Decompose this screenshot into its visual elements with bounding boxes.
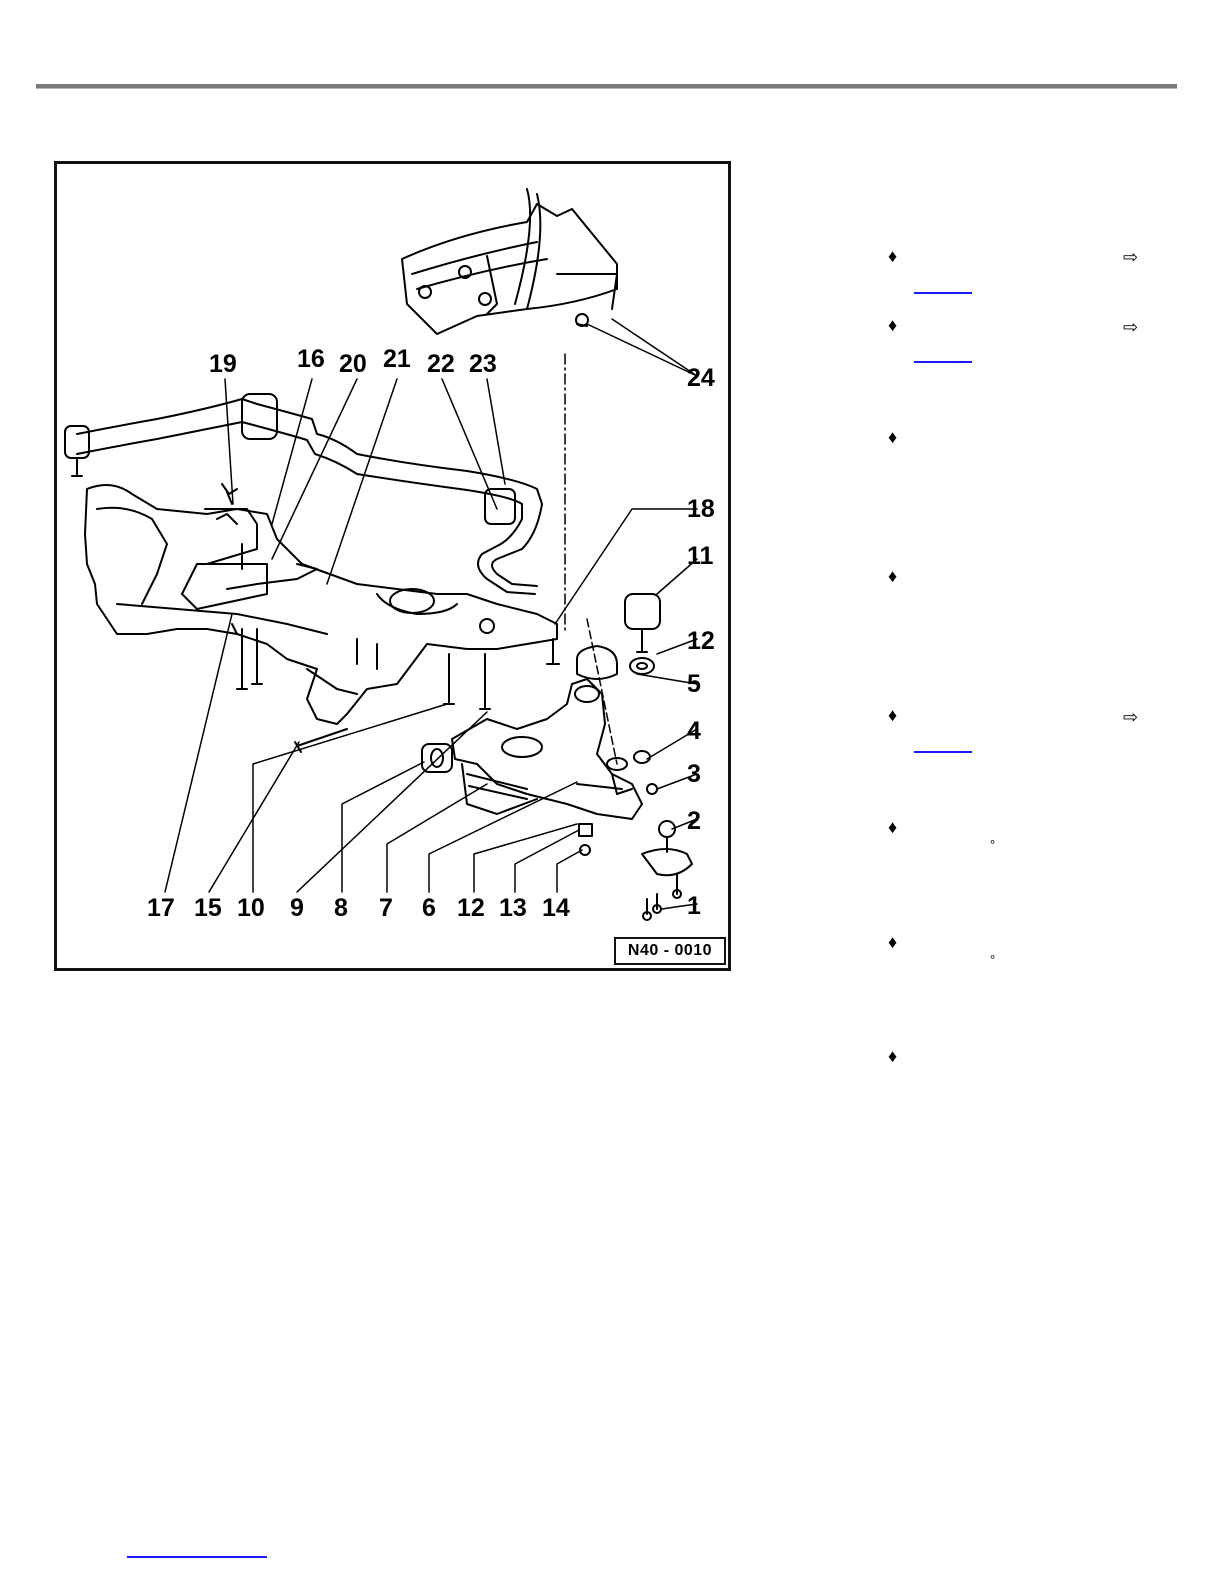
callout-24: 24 (687, 364, 715, 392)
legend-sub-mark-6: ° (990, 837, 996, 852)
legend-arrow-2[interactable]: ⇨ (1123, 317, 1139, 337)
callout-3: 3 (687, 760, 701, 788)
legend-arrow-5[interactable]: ⇨ (1123, 707, 1139, 727)
legend-link-5[interactable] (914, 751, 972, 753)
callout-10: 10 (237, 894, 265, 922)
subframe-bolts-drawing (232, 624, 559, 752)
callout-11: 11 (687, 542, 714, 570)
callout-17: 17 (147, 894, 175, 922)
callout-5: 5 (687, 670, 701, 698)
callout-16: 16 (297, 345, 325, 373)
legend-bullet-1: ♦ (888, 246, 898, 266)
legend-link-2[interactable] (914, 361, 972, 363)
callout-9: 9 (290, 894, 304, 922)
figure-code-label: N40 - 0010 (614, 937, 726, 965)
callout-12-right: 12 (687, 627, 715, 655)
callout-7: 7 (379, 894, 393, 922)
callout-13: 13 (499, 894, 527, 922)
control-arm-drawing (422, 679, 642, 819)
legend-arrow-1[interactable]: ⇨ (1123, 247, 1139, 267)
callout-6: 6 (422, 894, 436, 922)
legend-bullet-8: ♦ (888, 1046, 898, 1066)
legend-link-1[interactable] (914, 292, 972, 294)
callout-14: 14 (542, 894, 570, 922)
callout-21: 21 (383, 345, 411, 373)
suspension-drawing (57, 164, 728, 968)
callout-18: 18 (687, 495, 715, 523)
legend-bullet-6: ♦ (888, 817, 898, 837)
legend-bullet-5: ♦ (888, 705, 898, 725)
callout-19: 19 (209, 350, 237, 378)
legend-bullet-3: ♦ (888, 427, 898, 447)
callout-8: 8 (334, 894, 348, 922)
legend-sub-mark-7: ° (990, 952, 996, 967)
callout-4: 4 (687, 717, 701, 745)
legend-bullet-7: ♦ (888, 932, 898, 952)
legend-bullet-2: ♦ (888, 315, 898, 335)
callout-1: 1 (687, 892, 701, 920)
legend-bullet-4: ♦ (888, 566, 898, 586)
body-panel-drawing (402, 189, 617, 334)
callout-12-bottom: 12 (457, 894, 485, 922)
exploded-view-figure (54, 161, 731, 971)
header-rule (36, 84, 1177, 89)
callout-2: 2 (687, 807, 701, 835)
footer-link[interactable] (127, 1556, 267, 1558)
callout-22: 22 (427, 350, 455, 378)
callout-20: 20 (339, 350, 367, 378)
callout-23: 23 (469, 350, 497, 378)
callout-15: 15 (194, 894, 222, 922)
